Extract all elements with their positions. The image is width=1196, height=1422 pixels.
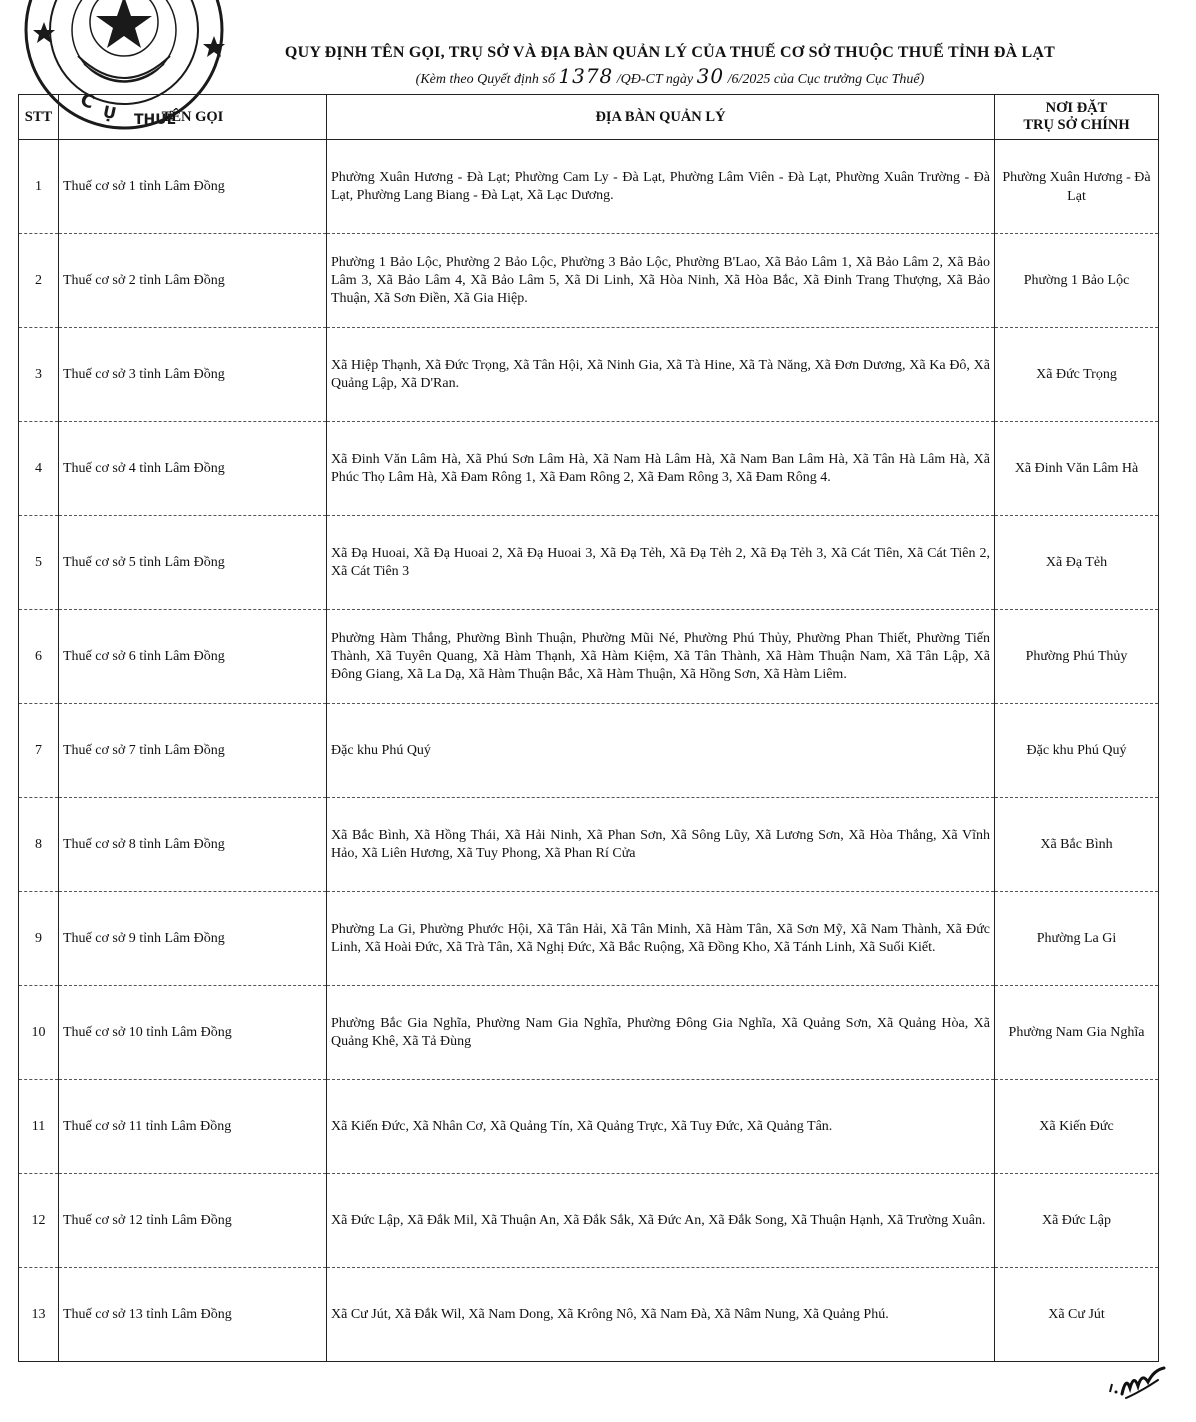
document-title: QUY ĐỊNH TÊN GỌI, TRỤ SỞ VÀ ĐỊA BÀN QUẢN LÝ CỦA THUẾ CƠ SỞ THUỘC THUẾ TỈNH ĐÀ LẠT [284, 44, 1056, 61]
header-area: ĐỊA BÀN QUẢN LÝ [327, 95, 995, 140]
row-area: Xã Đinh Văn Lâm Hà, Xã Phú Sơn Lâm Hà, Xã Nam Hà Lâm Hà, Xã Nam Ban Lâm Hà, Xã Tân Hà Lâm Hà, Xã Phúc Thọ Lâm Hà, Xã Đam Rông 1, Xã Đam Rông 2, Xã Đam Rông 3, Xã Đam Rông 4. [327, 422, 995, 516]
table-row [19, 986, 1159, 1080]
row-name: Thuế cơ sở 8 tỉnh Lâm Đồng [59, 798, 327, 892]
row-area: Xã Đức Lập, Xã Đắk Mil, Xã Thuận An, Xã Đắk Sắk, Xã Đức An, Xã Đắk Song, Xã Thuận Hạnh, Xã Trường Xuân. [327, 1174, 995, 1268]
row-stt: 7 [19, 704, 59, 798]
row-name: Thuế cơ sở 7 tỉnh Lâm Đồng [59, 704, 327, 798]
row-name: Thuế cơ sở 3 tỉnh Lâm Đồng [59, 328, 327, 422]
row-stt: 1 [19, 140, 59, 234]
row-area: Phường La Gi, Phường Phước Hội, Xã Tân Hải, Xã Tân Minh, Xã Hàm Tân, Xã Sơn Mỹ, Xã Nam Thành, Xã Đức Linh, Xã Hoài Đức, Xã Trà Tân, Xã Nghị Đức, Xã Bắc Ruộng, Xã Đồng Kho, Xã Tánh Linh, Xã Suối Kiết. [327, 892, 995, 986]
row-name: Thuế cơ sở 12 tỉnh Lâm Đồng [59, 1174, 327, 1268]
row-area: Xã Kiến Đức, Xã Nhân Cơ, Xã Quảng Tín, Xã Quảng Trực, Xã Tuy Đức, Xã Quảng Tân. [327, 1080, 995, 1174]
row-office: Xã Đạ Tẻh [995, 516, 1159, 610]
row-area: Phường 1 Bảo Lộc, Phường 2 Bảo Lộc, Phường 3 Bảo Lộc, Phường B'Lao, Xã Bảo Lâm 1, Xã Bảo Lâm 2, Xã Bảo Lâm 3, Xã Bảo Lâm 4, Xã Bảo Lâm 5, Xã Di Linh, Xã Hòa Ninh, Xã Hòa Bắc, Xã Đinh Trang Thượng, Xã Bảo Thuận, Xã Sơn Điền, Xã Gia Hiệp. [327, 234, 995, 328]
row-office: Phường Xuân Hương - Đà Lạt [995, 140, 1159, 234]
row-office: Phường La Gi [995, 892, 1159, 986]
row-office: Xã Cư Jút [995, 1268, 1159, 1362]
table-row [19, 798, 1159, 892]
decision-number: 1378 [558, 64, 614, 88]
subtitle-suffix: /6/2025 của Cục trưởng Cục Thuế) [724, 72, 925, 87]
row-office: Xã Bắc Bình [995, 798, 1159, 892]
handwritten-initials-signature [1100, 1362, 1170, 1402]
row-stt: 12 [19, 1174, 59, 1268]
table-row [19, 1080, 1159, 1174]
row-stt: 8 [19, 798, 59, 892]
row-stt: 3 [19, 328, 59, 422]
row-name: Thuế cơ sở 11 tỉnh Lâm Đồng [59, 1080, 327, 1174]
table-header-row [19, 95, 1159, 140]
header-stt: STT [19, 95, 59, 140]
row-stt: 2 [19, 234, 59, 328]
row-name: Thuế cơ sở 2 tỉnh Lâm Đồng [59, 234, 327, 328]
row-office: Đặc khu Phú Quý [995, 704, 1159, 798]
row-name: Thuế cơ sở 6 tỉnh Lâm Đồng [59, 610, 327, 704]
row-office: Xã Đức Trọng [995, 328, 1159, 422]
row-area: Phường Xuân Hương - Đà Lạt; Phường Cam Ly - Đà Lạt, Phường Lâm Viên - Đà Lạt, Phường Xuân Trường - Đà Lạt, Phường Lang Biang - Đà Lạt, Xã Lạc Dương. [327, 140, 995, 234]
row-area: Xã Cư Jút, Xã Đắk Wil, Xã Nam Dong, Xã Krông Nô, Xã Nam Đà, Xã Nâm Nung, Xã Quảng Phú. [327, 1268, 995, 1362]
decision-day: 30 [696, 64, 725, 88]
header-office-line1: NƠI ĐẶT [1045, 100, 1108, 116]
row-name: Thuế cơ sở 1 tỉnh Lâm Đồng [59, 140, 327, 234]
row-area: Đặc khu Phú Quý [327, 704, 995, 798]
table-row [19, 328, 1159, 422]
row-stt: 6 [19, 610, 59, 704]
row-name: Thuế cơ sở 13 tỉnh Lâm Đồng [59, 1268, 327, 1362]
table-row [19, 892, 1159, 986]
subtitle-prefix: (Kèm theo Quyết định số [415, 72, 559, 87]
row-stt: 9 [19, 892, 59, 986]
management-area-table [18, 94, 1159, 1362]
svg-text:C: C [77, 89, 98, 114]
row-office: Xã Đức Lập [995, 1174, 1159, 1268]
header-office-line2: TRỤ SỞ CHÍNH [1023, 117, 1130, 133]
table-row [19, 422, 1159, 516]
row-stt: 13 [19, 1268, 59, 1362]
row-area: Xã Bắc Bình, Xã Hồng Thái, Xã Hải Ninh, Xã Phan Sơn, Xã Sông Lũy, Xã Lương Sơn, Xã Hòa Thắng, Xã Vĩnh Hảo, Xã Liên Hương, Xã Tuy Phong, Xã Phan Rí Cửa [327, 798, 995, 892]
row-area: Phường Hàm Thắng, Phường Bình Thuận, Phường Mũi Né, Phường Phú Thủy, Phường Phan Thiết, Phường Tiến Thành, Xã Tuyên Quang, Xã Hàm Thạnh, Xã Hàm Kiệm, Xã Tân Thành, Xã Hàm Thuận Nam, Xã Tân Lập, Xã Đông Giang, Xã La Dạ, Xã Hàm Thuận Bắc, Xã Hàm Thuận, Xã Hồng Sơn, Xã Hàm Liêm. [327, 610, 995, 704]
subtitle-middle: /QĐ-CT ngày [613, 72, 697, 87]
row-stt: 5 [19, 516, 59, 610]
svg-text:THUẾ: THUẾ [134, 112, 177, 128]
table-row [19, 140, 1159, 234]
row-office: Phường 1 Bảo Lộc [995, 234, 1159, 328]
row-area: Phường Bắc Gia Nghĩa, Phường Nam Gia Nghĩa, Phường Đông Gia Nghĩa, Xã Quảng Sơn, Xã Quảng Hòa, Xã Quảng Khê, Xã Tả Đùng [327, 986, 995, 1080]
row-stt: 4 [19, 422, 59, 516]
table-row [19, 1268, 1159, 1362]
row-office: Phường Nam Gia Nghĩa [995, 986, 1159, 1080]
row-stt: 11 [19, 1080, 59, 1174]
row-office: Xã Kiến Đức [995, 1080, 1159, 1174]
row-office: Xã Đinh Văn Lâm Hà [995, 422, 1159, 516]
table-row [19, 610, 1159, 704]
table-row [19, 516, 1159, 610]
row-name: Thuế cơ sở 10 tỉnh Lâm Đồng [59, 986, 327, 1080]
row-area: Xã Hiệp Thạnh, Xã Đức Trọng, Xã Tân Hội, Xã Ninh Gia, Xã Tà Hine, Xã Tà Năng, Xã Đơn Dương, Xã Ka Đô, Xã Quảng Lập, Xã D'Ran. [327, 328, 995, 422]
row-name: Thuế cơ sở 9 tỉnh Lâm Đồng [59, 892, 327, 986]
row-office: Phường Phú Thủy [995, 610, 1159, 704]
table-row [19, 1174, 1159, 1268]
svg-text:Ụ: Ụ [101, 101, 118, 124]
row-area: Xã Đạ Huoai, Xã Đạ Huoai 2, Xã Đạ Huoai 3, Xã Đạ Tẻh, Xã Đạ Tẻh 2, Xã Đạ Tẻh 3, Xã Cát Tiên, Xã Cát Tiên 2, Xã Cát Tiên 3 [327, 516, 995, 610]
header-name: TÊN GỌI [59, 95, 327, 140]
row-name: Thuế cơ sở 4 tỉnh Lâm Đồng [59, 422, 327, 516]
document-subtitle [180, 64, 1160, 88]
header-office [995, 95, 1159, 140]
row-stt: 10 [19, 986, 59, 1080]
row-name: Thuế cơ sở 5 tỉnh Lâm Đồng [59, 516, 327, 610]
table-row [19, 704, 1159, 798]
table-row [19, 234, 1159, 328]
